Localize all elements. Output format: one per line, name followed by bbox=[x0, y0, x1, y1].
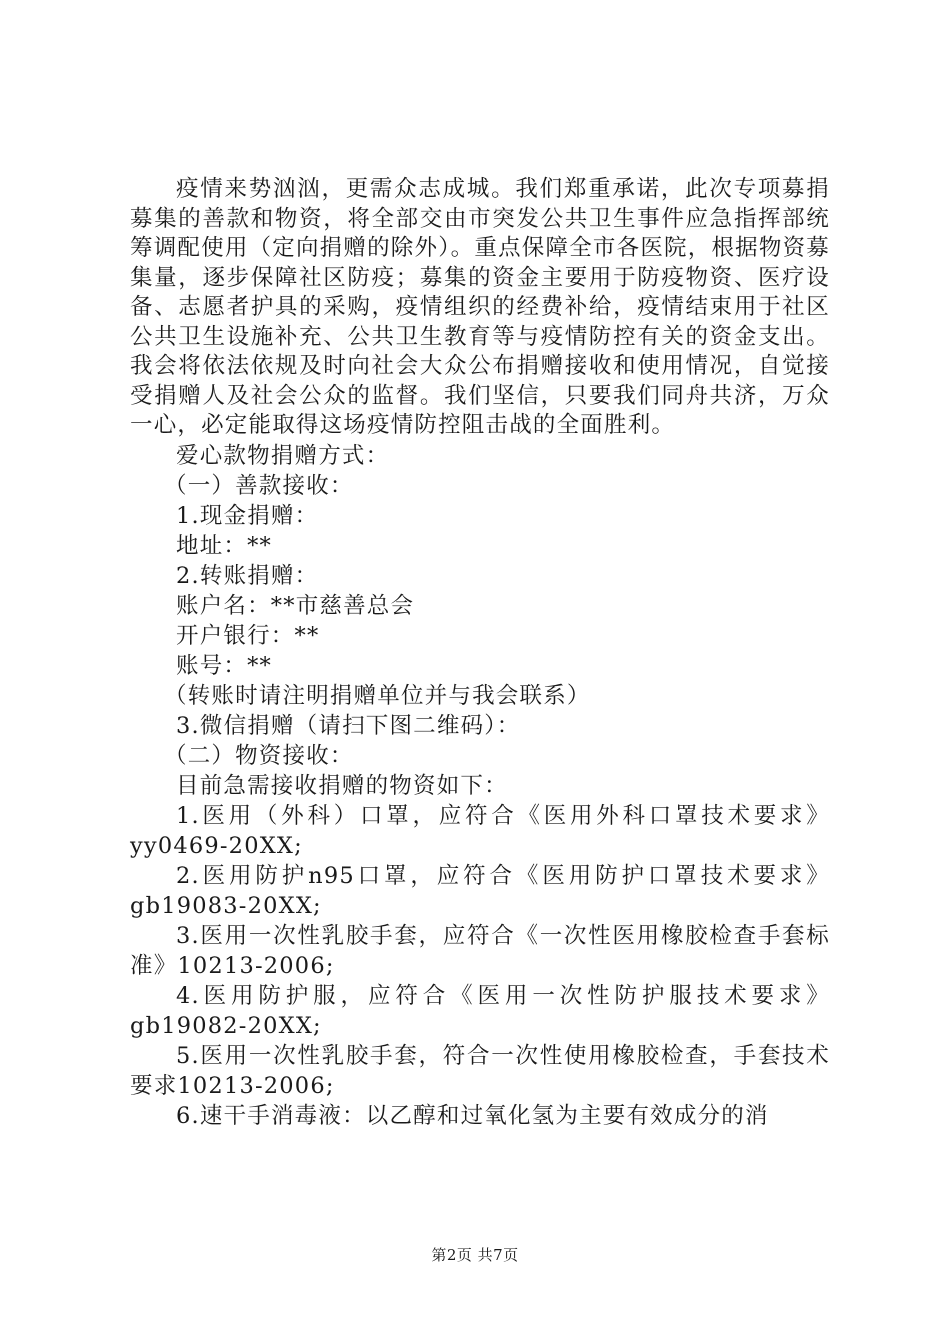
document-body bbox=[130, 175, 830, 1131]
cash-section-title: （一）善款接收： bbox=[164, 472, 354, 499]
transfer-note: （转账时请注明捐赠单位并与我会联系） bbox=[164, 682, 591, 709]
account-name-line: 账户名：**市慈善总会 bbox=[176, 592, 415, 619]
cash-donation-title: 1.现金捐赠： bbox=[176, 502, 319, 529]
account-number-line: 账号：** bbox=[176, 652, 273, 679]
material-item: 5.医用一次性乳胶手套，符合一次性使用橡胶检查，手套技术要求10213-2006; bbox=[130, 1042, 830, 1099]
material-item: 2.医用防护n95口罩，应符合《医用防护口罩技术要求》gb19083-20XX; bbox=[130, 862, 830, 919]
bank-line: 开户银行：** bbox=[176, 622, 320, 649]
intro-paragraph: 疫情来势汹汹，更需众志成城。我们郑重承诺，此次专项募捐募集的善款和物资，将全部交由市突发公共卫生事件应急指挥部统筹调配使用（定向捐赠的除外）。重点保障全市各医院，根据物资募集量，逐步保障社区防疫；募集的资金主要用于防疫物资、医疗设备、志愿者护具的采购，疫情组织的经费补给，疫情结束用于社区公共卫生设施补充、公共卫生教育等与疫情防控有关的资金支出。我会将依法依规及时向社会大众公布捐赠接收和使用情况，自觉接受捐赠人及社会公众的监督。我们坚信，只要我们同舟共济，万众一心，必定能取得这场疫情防控阻击战的全面胜利。 bbox=[130, 176, 830, 438]
address-line: 地址：** bbox=[176, 532, 273, 559]
materials-intro: 目前急需接收捐赠的物资如下： bbox=[176, 772, 508, 799]
material-item: 6.速干手消毒液：以乙醇和过氧化氢为主要有效成分的消 bbox=[176, 1102, 769, 1129]
page-indicator: 第2页 共7页 bbox=[431, 1246, 519, 1264]
material-item: 3.医用一次性乳胶手套，应符合《一次性医用橡胶检查手套标准》10213-2006; bbox=[130, 922, 830, 979]
wechat-donation-line: 3.微信捐赠（请扫下图二维码）： bbox=[176, 712, 521, 739]
materials-section-title: （二）物资接收： bbox=[164, 742, 354, 769]
material-item: 1.医用（外科）口罩，应符合《医用外科口罩技术要求》yy0469-20XX; bbox=[130, 802, 830, 859]
transfer-donation-title: 2.转账捐赠： bbox=[176, 562, 319, 589]
donation-methods-title: 爱心款物捐赠方式： bbox=[176, 442, 390, 469]
material-item: 4.医用防护服，应符合《医用一次性防护服技术要求》gb19082-20XX; bbox=[130, 982, 830, 1039]
